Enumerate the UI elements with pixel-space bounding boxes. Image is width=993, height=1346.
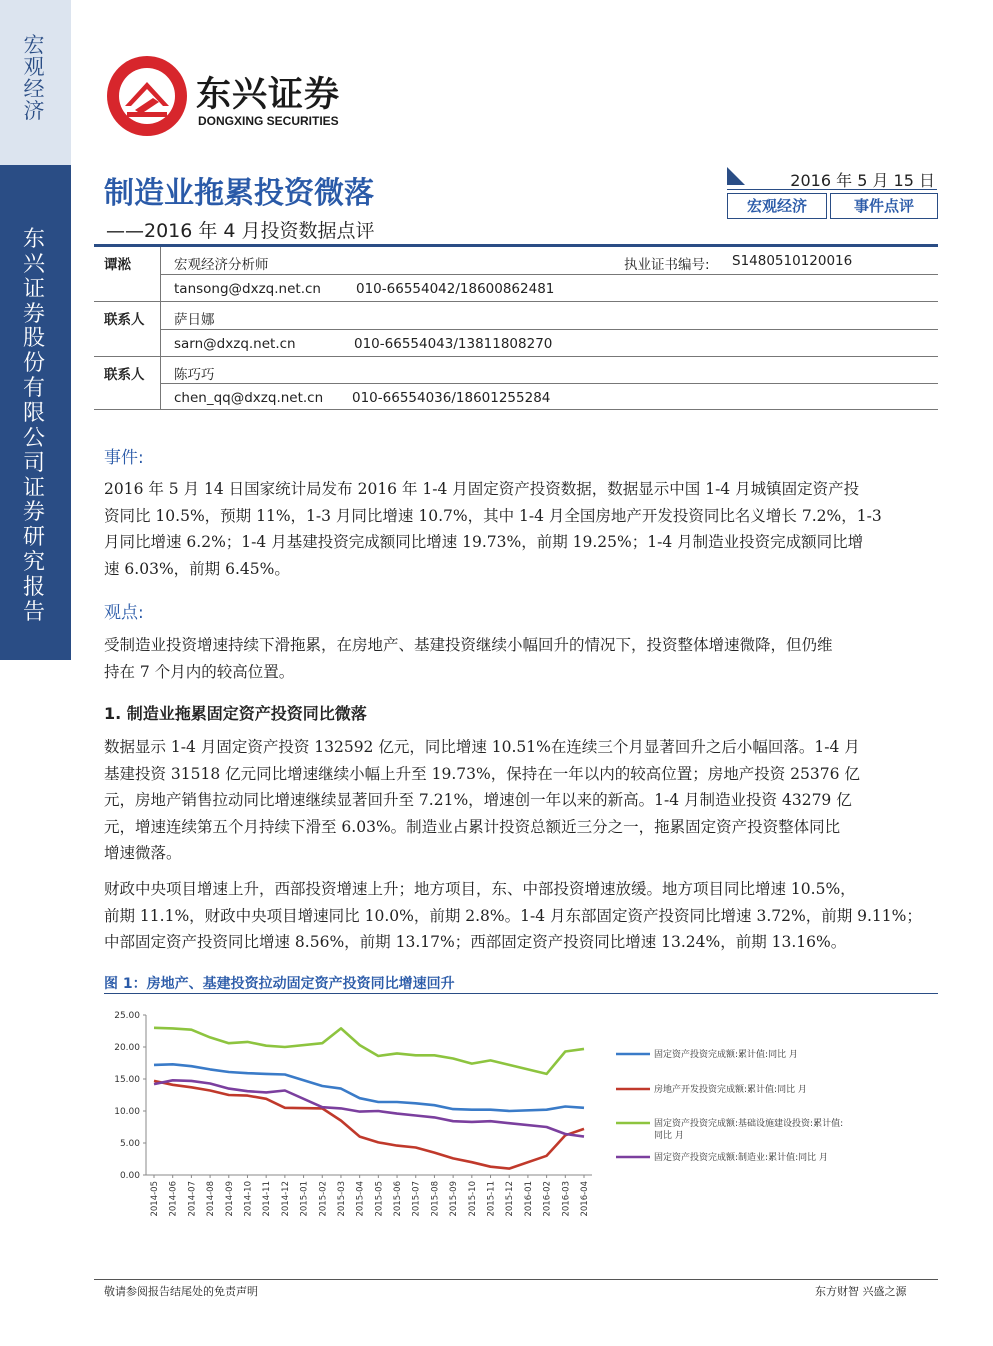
text-line: 元，房地产销售拉动同比增速继续显著回升至 7.21%，增速创一年以来的新高。1-4 月制造业投资 43279 亿 — [104, 791, 852, 809]
text-line: 资同比 10.5%，预期 11%，1-3 月同比增速 10.7%，其中 1-4 月全国房地产开发投资同比名义增长 7.2%，1-3 — [104, 506, 882, 525]
x-tick-label: 2014-12 — [280, 1181, 291, 1217]
section1-paragraph2 — [104, 876, 930, 956]
contact2-phone: 010-66554036/18601255284 — [352, 390, 551, 406]
x-tick-label: 2016-03 — [561, 1181, 572, 1217]
row-divider — [160, 383, 938, 384]
sidebar-company-label: 东 兴 证 券 股 份 有 限 公 司 证 券 研 究 报 告 — [22, 227, 45, 625]
contact1-email[interactable]: sarn@dxzq.net.cn — [174, 336, 296, 352]
x-tick-label: 2014-06 — [168, 1181, 179, 1217]
y-tick-label: 20.00 — [114, 1043, 140, 1053]
x-tick-label: 2015-08 — [430, 1181, 441, 1217]
event-heading: 事件: — [104, 448, 144, 468]
text-line: 元，增速连续第五个月持续下滑至 6.03%。制造业占累计投资总额近三分之一，拖累固定资产投资整体同比 — [104, 817, 841, 836]
section1-paragraph1 — [104, 734, 930, 867]
contact1-contact-row — [94, 331, 938, 358]
sidebar-category-label: 宏 观 经 济 — [23, 33, 45, 124]
y-tick-label: 25.00 — [114, 1011, 140, 1021]
date-box — [727, 165, 937, 190]
text-line: 前期 11.1%，财政中央项目增速同比 10.0%，前期 2.8%。1-4 月东部固定资产投资同比增速 3.72%，前期 9.11%； — [104, 906, 922, 925]
row-divider — [94, 409, 938, 410]
license-number: S1480510120016 — [732, 253, 853, 269]
view-paragraph — [104, 632, 930, 685]
x-tick-label: 2014-05 — [150, 1181, 160, 1217]
view-heading: 观点: — [104, 603, 144, 623]
x-tick-label: 2015-07 — [411, 1181, 422, 1217]
report-date: 2016 年 5 月 15 日 — [790, 171, 935, 190]
x-tick-label: 2015-03 — [336, 1181, 347, 1217]
footer-slogan: 东方财智 兴盛之源 — [815, 1285, 907, 1298]
y-tick-label: 15.00 — [114, 1075, 140, 1085]
series-line-3 — [154, 1028, 584, 1074]
contact2-label: 联系人 — [104, 367, 145, 383]
x-tick-label: 2015-09 — [449, 1181, 460, 1217]
brand-name-cn: 东兴证券 — [196, 75, 341, 115]
x-tick-label: 2015-01 — [299, 1181, 310, 1217]
contact1-phone: 010-66554043/13811808270 — [354, 336, 553, 352]
text-line: 增速微落。 — [104, 844, 182, 862]
x-tick-label: 2015-02 — [318, 1181, 329, 1217]
footer-rule — [94, 1279, 938, 1280]
row-divider — [94, 356, 938, 357]
x-tick-label: 2015-10 — [467, 1181, 478, 1217]
analyst-row — [94, 248, 938, 275]
report-title: 制造业拖累投资微落 — [104, 176, 374, 211]
x-tick-label: 2014-11 — [262, 1181, 273, 1217]
header-rule — [94, 244, 938, 247]
x-tick-label: 2014-07 — [187, 1181, 198, 1217]
tag-event-review: 事件点评 — [830, 193, 938, 219]
text-line: 月同比增速 6.2%；1-4 月基建投资完成额同比增速 19.73%，前期 19.25%；1-4 月制造业投资完成额同比增 — [104, 533, 864, 551]
x-tick-label: 2014-10 — [243, 1181, 254, 1217]
text-line: 持在 7 个月内的较高位置。 — [104, 662, 295, 681]
text-line: 财政中央项目增速上升，西部投资增速上升；地方项目，东、中部投资增速放缓。地方项目同比增速 10.5%， — [104, 880, 856, 898]
row-divider — [94, 301, 938, 302]
contact2-email[interactable]: chen_qq@dxzq.net.cn — [174, 390, 324, 406]
legend-label-2: 房地产开发投资完成额:累计值:同比 月 — [654, 1085, 807, 1095]
y-tick-label: 10.00 — [114, 1107, 140, 1117]
footer-disclaimer: 敬请参阅报告结尾处的免责声明 — [104, 1285, 258, 1298]
y-tick-label: 5.00 — [119, 1139, 140, 1149]
date-corner-icon — [727, 167, 745, 185]
contact2-row — [94, 358, 938, 385]
analyst-email[interactable]: tansong@dxzq.net.cn — [174, 281, 321, 297]
investment-growth-chart — [104, 1005, 938, 1230]
series-line-1 — [154, 1064, 584, 1111]
text-line: 基建投资 31518 亿元同比增速继续小幅上升至 19.73%，保持在一年以内的较高位置；房地产投资 25376 亿 — [104, 764, 860, 783]
x-tick-label: 2015-11 — [486, 1181, 497, 1217]
analyst-phone: 010-66554042/18600862481 — [356, 281, 555, 297]
event-paragraph — [104, 476, 930, 582]
contact2-name: 陈巧巧 — [174, 367, 215, 383]
text-line: 数据显示 1-4 月固定资产投资 132592 亿元，同比增速 10.51%在连续三个月显著回升之后小幅回落。1-4 月 — [104, 738, 860, 756]
analyst-title: 宏观经济分析师 — [174, 257, 269, 273]
series-line-4 — [154, 1080, 584, 1136]
legend-label-3: 固定资产投资完成额:基础设施建设投资:累计值:同比 月 — [654, 1119, 844, 1141]
section1-heading: 1. 制造业拖累固定资产投资同比微落 — [104, 704, 367, 723]
text-line: 2016 年 5 月 14 日国家统计局发布 2016 年 1-4 月固定资产投资数据，数据显示中国 1-4 月城镇固定资产投 — [104, 480, 860, 498]
license-label: 执业证书编号: — [624, 257, 710, 273]
legend-label-1: 固定资产投资完成额:累计值:同比 月 — [654, 1050, 798, 1060]
tag-macro: 宏观经济 — [727, 193, 827, 219]
row-divider — [160, 329, 938, 330]
x-tick-label: 2015-04 — [355, 1181, 366, 1217]
contact1-row — [94, 303, 938, 330]
x-tick-label: 2015-12 — [505, 1181, 516, 1217]
contact1-label: 联系人 — [104, 312, 145, 328]
legend-label-4: 固定资产投资完成额:制造业:累计值:同比 月 — [654, 1153, 828, 1163]
x-tick-label: 2016-04 — [580, 1181, 590, 1217]
x-tick-label: 2016-01 — [523, 1181, 534, 1217]
x-tick-label: 2014-09 — [224, 1181, 235, 1217]
brand-name-en: DONGXING SECURITIES — [198, 114, 339, 128]
report-subtitle: ——2016 年 4 月投资数据点评 — [106, 220, 375, 242]
text-line: 中部固定资产投资同比增速 8.56%，前期 13.17%；西部固定资产投资同比增速 13.24%，前期 13.16%。 — [104, 933, 847, 951]
text-line: 受制造业投资增速持续下滑拖累，在房地产、基建投资继续小幅回升的情况下，投资整体增速微降，但仍维 — [104, 636, 833, 654]
x-tick-label: 2015-06 — [393, 1181, 404, 1217]
contact2-contact-row — [94, 385, 938, 412]
analyst-contact-row — [94, 276, 938, 303]
analyst-name: 谭淞 — [104, 257, 131, 273]
x-tick-label: 2014-08 — [206, 1181, 217, 1217]
figure-rule — [104, 993, 938, 994]
y-tick-label: 0.00 — [119, 1171, 140, 1181]
row-divider — [160, 274, 938, 275]
x-tick-label: 2016-02 — [542, 1181, 553, 1217]
contact1-name: 萨日娜 — [174, 312, 215, 328]
text-line: 速 6.03%，前期 6.45%。 — [104, 559, 290, 578]
figure-title: 图 1：房地产、基建投资拉动固定资产投资同比增速回升 — [104, 976, 455, 992]
x-tick-label: 2015-05 — [374, 1181, 385, 1217]
dongxing-logo-icon — [105, 54, 189, 138]
